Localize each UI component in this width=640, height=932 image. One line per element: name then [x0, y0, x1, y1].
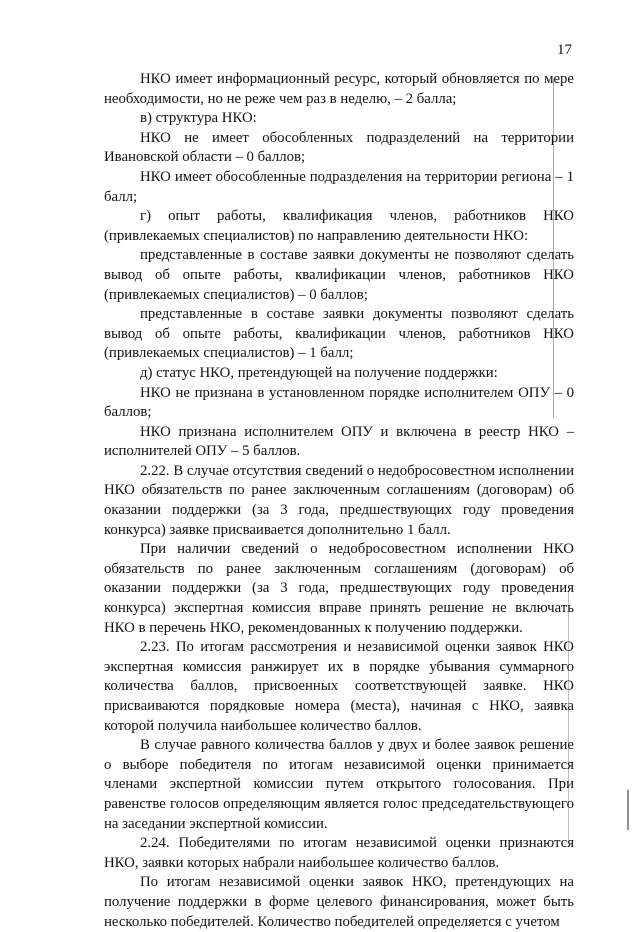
paragraph-structure-heading: в) структура НКО: [140, 110, 257, 127]
page-number: 17 [557, 42, 572, 58]
paragraph-equal-points: В случае равного количества баллов у двух и более заявок решение о выборе победителя по итогам независимой оценки принимается членами экспертной комиссии путем открытого голосования. При равенстве голосов определяющим является голос председательствующего на заседании экспертной комиссии. [104, 737, 574, 832]
paragraph-bad-faith: При наличии сведений о недобросовестном исполнении НКО обязательств по ранее заключенным соглашениям (договорам) об оказании поддержки (за 3 года, предшествующих году проведения конкурса) экспертная комиссия вправе принять решение не включать НКО в перечень НКО, рекомендованных к получению поддержки. [104, 541, 574, 636]
paragraph-2-24: 2.24. Победителями по итогам независимой оценки признаются НКО, заявки которых набрали наибольшее количество баллов. [104, 835, 574, 871]
paragraph-2-22: 2.22. В случае отсутствия сведений о недобросовестном исполнении НКО обязательств по ранее заключенным соглашениям (договорам) об оказании поддержки (за 3 года, предшествующих году проведения конкурса) заявке присваивается дополнительно 1 балл. [104, 462, 574, 538]
paragraph-status-five: НКО признана исполнителем ОПУ и включена в реестр НКО – исполнителей ОПУ – 5 баллов. [104, 423, 574, 460]
paragraph-experience-zero: представленные в составе заявки документы не позволяют сделать вывод об опыте работы, квалификации членов, работников НКО (привлекаемых специалистов) – 0 баллов; [104, 247, 574, 303]
paragraph-has-branches: НКО имеет обособленные подразделения на территории региона – 1 балл; [104, 168, 574, 205]
paragraph-info-resource: НКО имеет информационный ресурс, который обновляется по мере необходимости, но не реже чем раз в неделю, – 2 балла; [104, 71, 574, 107]
scan-line-mark [568, 590, 569, 840]
paragraph-2-23: 2.23. По итогам рассмотрения и независимой оценки заявок НКО экспертная комиссия ранжирует их в порядке убывания суммарного количества баллов, присвоенных соответствующей заявке. НКО присваиваются порядковые номера (места), начиная с НКО, заявка которой получила наибольшее количество баллов. [104, 639, 574, 734]
paragraph-status-zero: НКО не признана в установленном порядке исполнителем ОПУ – 0 баллов; [104, 384, 574, 421]
paragraph-status-heading: д) статус НКО, претендующей на получение поддержки: [140, 364, 498, 381]
document-body [104, 70, 574, 932]
paragraph-experience-heading: г) опыт работы, квалификация членов, работников НКО (привлекаемых специалистов) по направлению деятельности НКО: [104, 208, 574, 244]
scan-line-mark [553, 78, 554, 418]
paragraph-winners: По итогам независимой оценки заявок НКО, претендующих на получение поддержки в форме целевого финансирования, может быть несколько победителей. Количество победителей определяется с учетом [104, 874, 574, 930]
paragraph-no-branches: НКО не имеет обособленных подразделений на территории Ивановской области – 0 баллов; [104, 129, 574, 166]
scan-edge-mark [627, 790, 629, 830]
paragraph-experience-one: представленные в составе заявки документы позволяют сделать вывод об опыте работы, квалификации членов, работников НКО (привлекаемых специалистов) – 1 балл; [104, 306, 574, 362]
